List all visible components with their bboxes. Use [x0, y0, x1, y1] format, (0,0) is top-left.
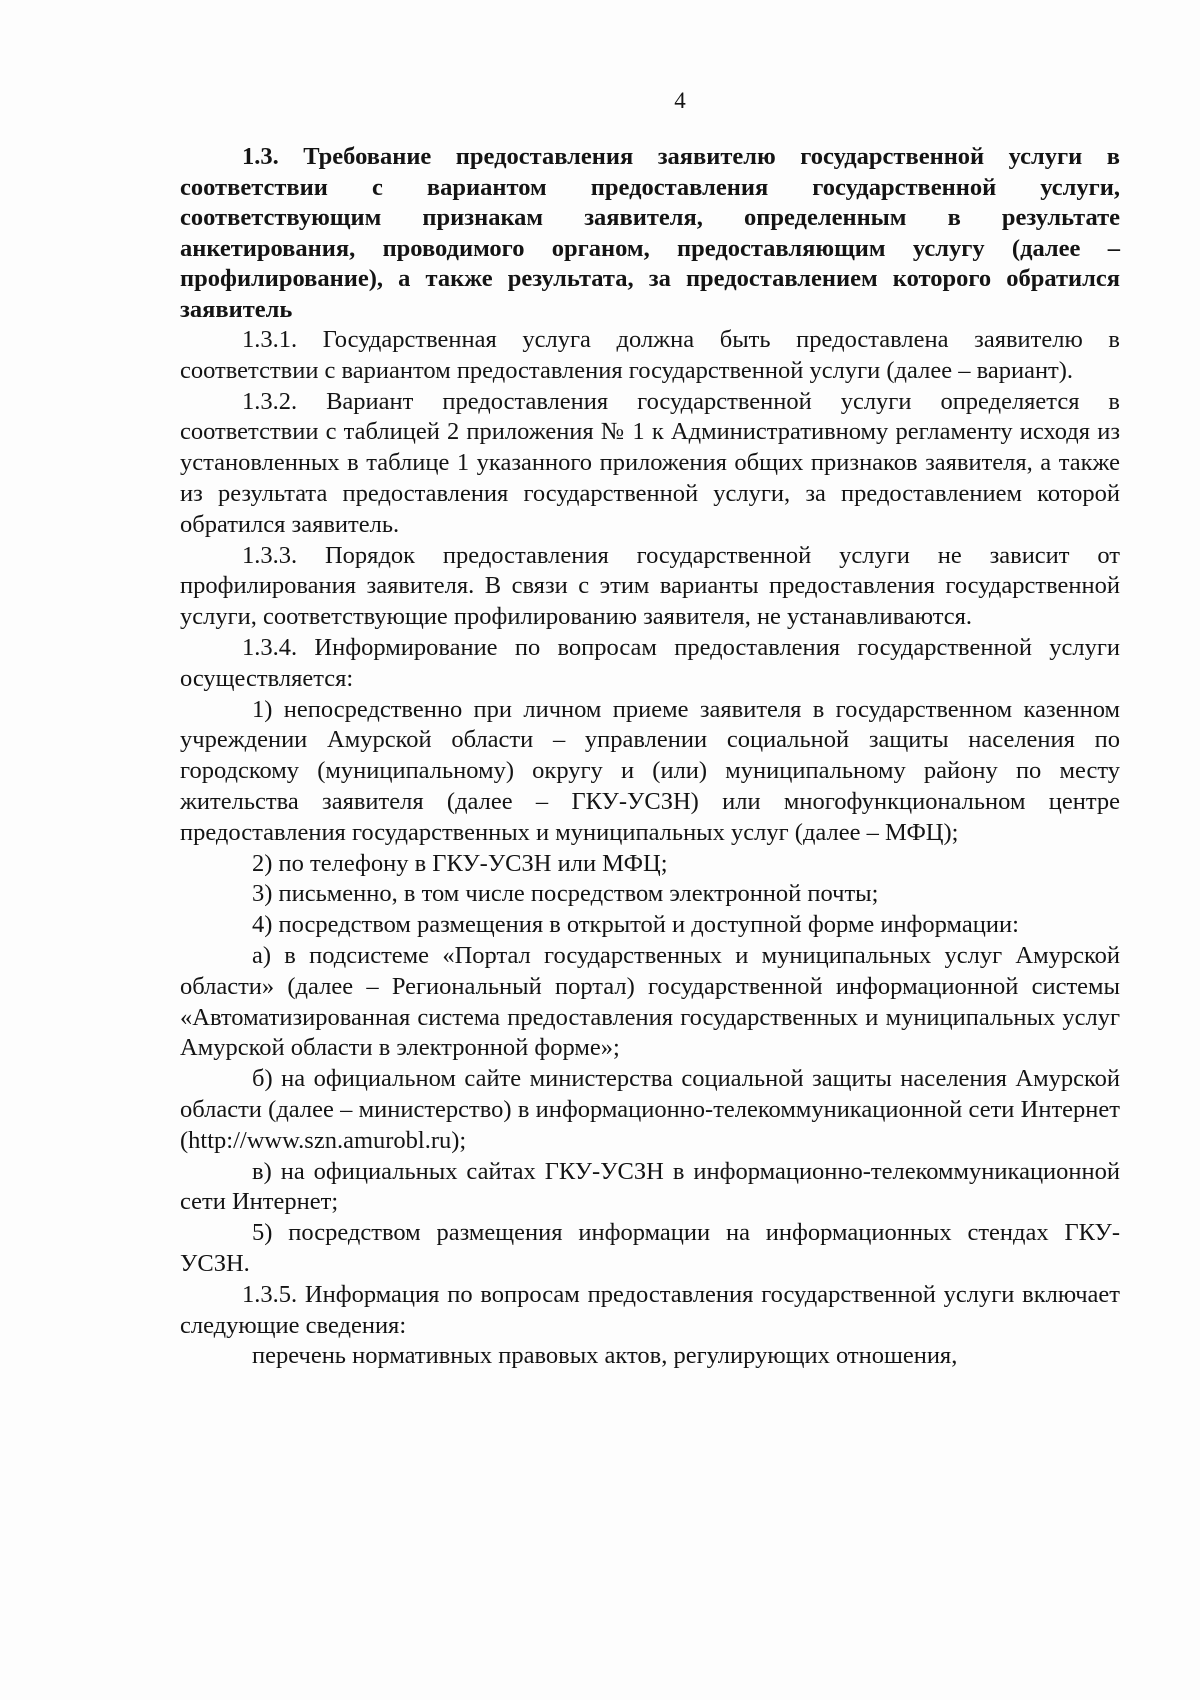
list-item-4: 4) посредством размещения в открытой и доступной форме информации:	[252, 911, 1019, 939]
list-item-4a: а) в подсистеме «Портал государственных и муниципальных услуг Амурской области» (далее – Региональный портал) государственной информационной системы «Автоматизированная система предоставления государственных и муниципальных услуг Амурской области в электронной форме»;	[180, 941, 1120, 1062]
paragraph-1-3-3: 1.3.3. Порядок предоставления государственной услуги не зависит от профилирования заявителя. В связи с этим варианты предоставления государственной услуги, соответствующие профилированию заявителя, не устанавливаются.	[180, 541, 1120, 631]
paragraph-1-3-2: 1.3.2. Вариант предоставления государственной услуги определяется в соответствии с таблицей 2 приложения № 1 к Административному регламенту исходя из установленных в таблице 1 указанного приложения общих признаков заявителя, а также из результата предоставления государственной услуги, за предоставлением которой обратился заявитель.	[180, 387, 1120, 538]
paragraph-1-3-4: 1.3.4. Информирование по вопросам предоставления государственной услуги осуществляется:	[180, 633, 1120, 692]
paragraph-1-3-1: 1.3.1. Государственная услуга должна быть предоставлена заявителю в соответствии с вариантом предоставления государственной услуги (далее – вариант).	[180, 326, 1120, 384]
list-item-2: 2) по телефону в ГКУ-УСЗН или МФЦ;	[252, 849, 668, 877]
list-item-4b: б) на официальном сайте министерства социальной защиты населения Амурской области (далее – министерство) в информационно-телекоммуникационной сети Интернет (http://www.szn.amurobl.ru);	[180, 1065, 1120, 1154]
paragraph-continuation: перечень нормативных правовых актов, регулирующих отношения,	[252, 1342, 958, 1370]
list-item-4v: в) на официальных сайтах ГКУ-УСЗН в информационно-телекоммуникационной сети Интернет;	[180, 1157, 1120, 1216]
page-number: 4	[674, 88, 686, 113]
section-heading: 1.3. Требование предоставления заявителю государственной услуги в соответствии с вариантом предоставления государственной услуги, соответствующим признакам заявителя, определенным в результате анкетирования, проводимого органом, предоставляющим услугу (далее – профилирование), а также результата, за предоставлением которого обратился заявитель	[180, 143, 1120, 323]
list-item-5: 5) посредством размещения информации на информационных стендах ГКУ-УСЗН.	[180, 1219, 1120, 1277]
list-item-1: 1) непосредственно при личном приеме заявителя в государственном казенном учреждении Амурской области – управлении социальной защиты населения по городскому (муниципальному) округу и (или) муниципальному району по месту жительства заявителя (далее – ГКУ-УСЗН) или многофункциональном центре предоставления государственных и муниципальных услуг (далее – МФЦ);	[180, 695, 1120, 846]
list-item-3: 3) письменно, в том числе посредством электронной почты;	[252, 880, 879, 908]
paragraph-1-3-5: 1.3.5. Информация по вопросам предоставления государственной услуги включает следующие сведения:	[180, 1280, 1120, 1339]
